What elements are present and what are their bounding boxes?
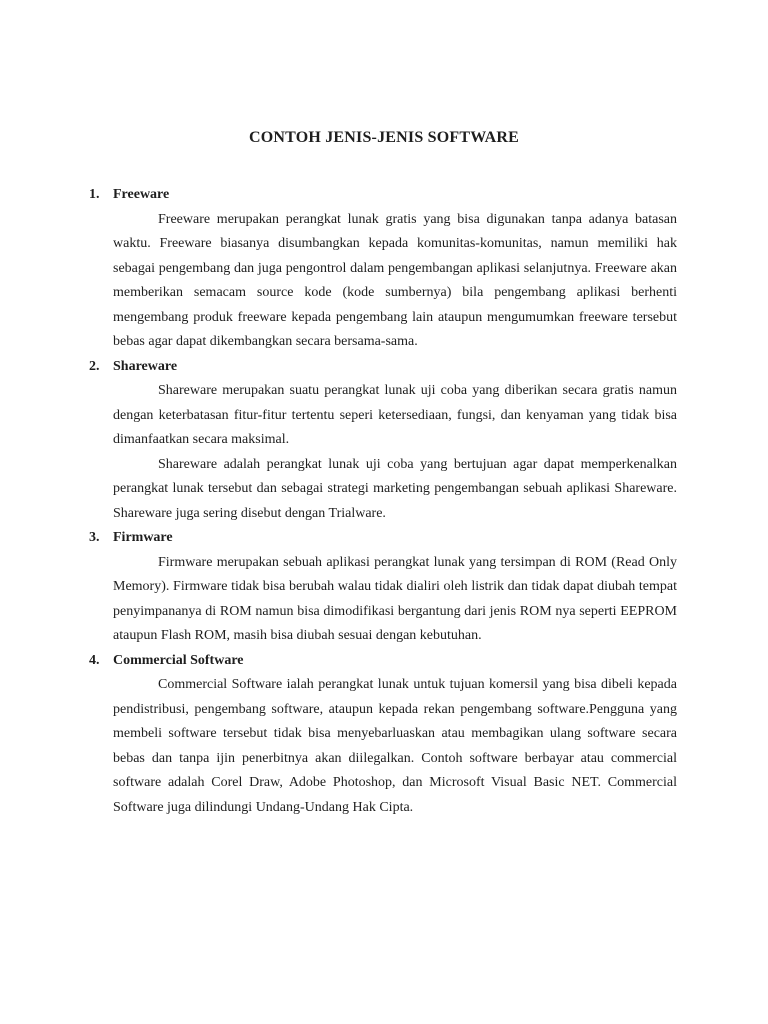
section-paragraph: Shareware merupakan suatu perangkat lunak uji coba yang diberikan secara gratis namun dengan keterbatasan fitur-fitur tertentu seperi ketersediaan, fungsi, dan kenyaman yang tidak bisa dimanfaatkan secara maksimal.: [113, 383, 677, 447]
section-heading: [89, 183, 677, 208]
section-title: Firmware: [113, 530, 173, 545]
section-heading: [89, 526, 677, 551]
section-title: Commercial Software: [113, 652, 244, 668]
section-heading: [89, 649, 677, 674]
section-number: 1.: [89, 187, 100, 202]
section-heading: [89, 355, 677, 380]
section-paragraph: Freeware merupakan perangkat lunak gratis yang bisa digunakan tanpa adanya batasan waktu. Freeware biasanya disumbangkan kepada komunitas-komunitas, namun memiliki hak sebagai pengembang dan juga pengontrol dalam pengembangan aplikasi selanjutnya. Freeware akan memberikan semacam source kode (kode sumbernya) bila pengembang aplikasi berhenti mengembang produk freeware kepada pengembang lain ataupun mengumumkan freeware tersebut bebas agar dapat dikembangkan secara bersama-sama.: [113, 211, 677, 349]
section-firmware: [89, 526, 677, 649]
section-number: 4.: [89, 652, 100, 668]
section-number: 3.: [89, 530, 100, 545]
section-title: Shareware: [113, 358, 178, 374]
section-commercial-software: [89, 649, 677, 821]
section-shareware: [89, 355, 677, 527]
section-title: Freeware: [113, 187, 170, 202]
document-title: CONTOH JENIS-JENIS SOFTWARE: [248, 129, 520, 146]
section-freeware: [89, 183, 677, 355]
section-paragraph: Commercial Software ialah perangkat lunak untuk tujuan komersil yang bisa dibeli kepada pendistribusi, pengembang software, ataupun kepada rekan pengembang software.Pengguna yang membeli software tersebut tidak bisa menyebarluaskan atau membagikan ulang software secara bebas dan tanpa ijin penerbitnya akan diilegalkan. Contoh software berbayar atau commercial software adalah Corel Draw, Adobe Photoshop, dan Microsoft Visual Basic NET. Commercial Software juga dilindungi Undang-Undang Hak Cipta.: [113, 677, 677, 815]
document-body: [89, 183, 677, 820]
section-paragraph: Firmware merupakan sebuah aplikasi perangkat lunak yang tersimpan di ROM (Read Only Memory). Firmware tidak bisa berubah walau tidak dialiri oleh listrik dan tidak dapat diubah tempat penyimpananya di ROM namun bisa dimodifikasi bergantung dari jenis ROM nya seperti EEPROM ataupun Flash ROM, masih bisa diubah sesuai dengan kebutuhan.: [113, 554, 677, 643]
section-paragraph: Shareware adalah perangkat lunak uji coba yang bertujuan agar dapat memperkenalkan perangkat lunak tersebut dan sebagai strategi marketing pengembangan sebuah aplikasi Shareware. Shareware juga sering disebut dengan Trialware.: [113, 456, 677, 521]
section-number: 2.: [89, 358, 100, 374]
